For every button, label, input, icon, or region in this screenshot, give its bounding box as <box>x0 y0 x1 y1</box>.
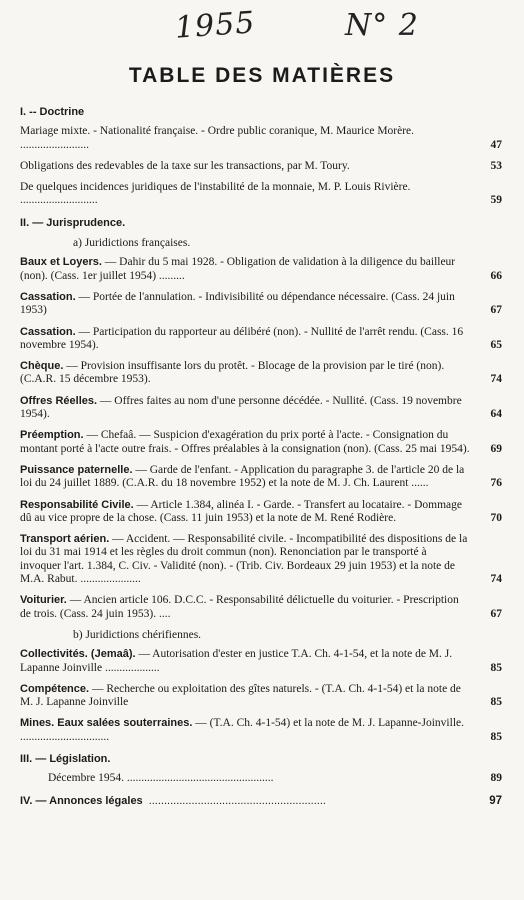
page-number: 97 <box>489 794 502 807</box>
toc-entry-text <box>20 648 470 675</box>
toc-entry-text <box>20 395 470 422</box>
toc-entry-heading: Puissance paternelle. <box>20 463 133 476</box>
page-number: 76 <box>490 477 502 490</box>
toc-entry <box>20 395 502 422</box>
toc-entry-heading: Compétence. <box>20 682 90 695</box>
page-number: 74 <box>490 573 502 586</box>
toc-entry-description: Obligations des redevables de la taxe sur les transactions, par M. Toury. <box>20 159 350 172</box>
toc-entry-text <box>20 125 470 152</box>
toc-entry-text <box>20 594 470 621</box>
page-number: 65 <box>490 338 502 351</box>
toc-entry-heading: Responsabilité Civile. <box>20 498 134 511</box>
toc-entry-description: — Provision insuffisante lors du protêt. - Blocage de la provision par le tiré (non). (C.A.R. 15 décembre 1953). <box>20 360 445 386</box>
section-heading-label: II. — Jurisprudence. <box>20 216 126 229</box>
page-number: 59 <box>490 194 502 207</box>
page-number: 70 <box>490 511 502 524</box>
table-of-contents <box>20 106 502 814</box>
page-number: 85 <box>490 661 502 674</box>
page-number: 67 <box>490 607 502 620</box>
toc-entry-text <box>20 326 470 353</box>
handwritten-year: 1955 <box>173 5 257 46</box>
page-number: 47 <box>490 138 502 151</box>
toc-entry <box>20 594 502 621</box>
toc-entry-description: — Ancien article 106. D.C.C. - Responsabilité délictuelle du voiturier. - Prescription de trois. (Cass. 24 juin 1953). .... <box>20 594 459 620</box>
toc-entry <box>20 499 502 526</box>
toc-entry-heading: Baux et Loyers. <box>20 256 102 269</box>
page-number: 69 <box>490 442 502 455</box>
page-title: TABLE DES MATIÈRES <box>128 64 396 87</box>
toc-entry-text <box>20 464 470 491</box>
toc-entry-heading: Cassation. <box>20 290 76 303</box>
toc-entry-description: — Portée de l'annulation. - Indivisibilité ou dépendance nécessaire. (Cass. 24 juin 1953) <box>20 290 455 317</box>
toc-entry-description: Mariage mixte. - Nationalité française. - Ordre public coranique, M. Maurice Morère. ........................ <box>20 125 415 151</box>
toc-entry-text <box>20 160 470 173</box>
toc-entry <box>20 125 502 152</box>
toc-entry-description: — Article 1.384, alinéa I. - Garde. - Transfert au locataire. - Dommage dû au vice propre de la chose. (Cass. 11 juin 1953) et la note de M. René Rodière. <box>20 498 462 524</box>
toc-entry-description: — (T.A. Ch. 4-1-54) et la note de M. J. Lapanne-Joinville. ............................... <box>20 717 464 743</box>
toc-entry-description: — Garde de l'enfant. - Application du paragraphe 3. de l'article 20 de la loi du 24 juillet 1889. (C.A.R. du 18 novembre 1952) et la note de M. J. Ch. Laurent ...... <box>20 463 465 490</box>
toc-entry-text <box>20 533 470 586</box>
toc-entry-text <box>20 499 470 526</box>
toc-entry <box>20 772 502 785</box>
toc-entry-description: — Chefaâ. — Suspicion d'exagération du prix porté à l'acte. - Consignation du montant porté à l'acte outre frais. - Offres préalables à la consignation (non). (Cass. 25 mai 1954). <box>20 429 470 455</box>
toc-entry-text <box>20 256 470 283</box>
section-heading <box>20 106 502 119</box>
section-heading-label: IV. — Annonces légales <box>20 794 143 807</box>
page-number: 66 <box>490 269 502 282</box>
toc-entry <box>20 181 502 208</box>
toc-entry-text <box>48 772 470 785</box>
toc-entry <box>20 464 502 491</box>
toc-entry-description: — Offres faites au nom d'une personne décédée. - Nullité. (Cass. 19 novembre 1954). <box>20 394 462 421</box>
page-number: 74 <box>490 373 502 386</box>
toc-entry-heading: Offres Réelles. <box>20 394 98 407</box>
toc-entry <box>20 291 502 318</box>
handwritten-number: N° 2 <box>345 8 419 43</box>
toc-entry <box>20 326 502 353</box>
toc-entry-heading: Cassation. <box>20 325 76 338</box>
toc-entry-description: — Accident. — Responsabilité civile. - Incompatibilité des dispositions de la loi du 31 mai 1914 et les règles du droit commun (non). Renonciation par le transporté à invoquer l'art. 1.384, C. Civ. - Validité (non). - (Trib. Civ. Bordeaux 29 juin 1953) et la note de M.A. Rabut. ..................... <box>20 533 468 586</box>
section-heading <box>20 795 502 808</box>
section-heading <box>20 753 502 766</box>
toc-entry-text <box>20 683 470 710</box>
section-heading-label: III. — Législation. <box>20 752 111 765</box>
toc-entry-heading: Transport aérien. <box>20 533 110 546</box>
subsection-label: b) Juridictions chérifiennes. <box>73 628 202 641</box>
toc-entry-description: — Autorisation d'ester en justice T.A. Ch. 4-1-54, et la note de M. J. Lapanne Joinville ................... <box>20 648 453 674</box>
section-heading-label: I. -- Doctrine <box>20 106 85 118</box>
toc-entry-text <box>20 181 470 208</box>
toc-entry <box>20 648 502 675</box>
toc-entry <box>20 429 502 456</box>
toc-entry-description: — Dahir du 5 mai 1928. - Obligation de validation à la diligence du bailleur (non). (Cass. 1er juillet 1954) ......... <box>20 256 456 282</box>
toc-entry-heading: Collectivités. (Jemaâ). <box>20 648 136 661</box>
toc-entry-text <box>20 429 470 456</box>
toc-entry <box>20 256 502 283</box>
toc-entry-heading: Préemption. <box>20 429 84 442</box>
toc-entry-description: De quelques incidences juridiques de l'instabilité de la monnaie, M. P. Louis Rivière. ........................... <box>20 181 411 207</box>
toc-entry <box>20 160 502 173</box>
page-number: 89 <box>490 772 502 785</box>
toc-entry-heading: Voiturier. <box>20 594 67 607</box>
toc-entry-description: Décembre 1954. ................................................... <box>48 772 274 785</box>
toc-entry-description: — Participation du rapporteur au délibéré (non). - Nullité de l'arrêt rendu. (Cass. 16 novembre 1954). <box>20 325 464 351</box>
toc-entry <box>20 533 502 586</box>
subsection-label: a) Juridictions françaises. <box>73 237 191 250</box>
toc-entry-text <box>20 360 470 387</box>
page-number: 85 <box>490 730 502 743</box>
toc-entry-text <box>20 717 470 744</box>
page-number: 64 <box>490 408 502 421</box>
page-number: 67 <box>490 304 502 317</box>
toc-entry-description: — Recherche ou exploitation des gîtes naturels. - (T.A. Ch. 4-1-54) et la note de M. J. Lapanne Joinville <box>20 682 461 709</box>
toc-entry-heading: Mines. Eaux salées souterraines. <box>20 717 193 730</box>
toc-entry <box>20 683 502 710</box>
page-number: 85 <box>490 696 502 709</box>
leader-dots: .......................................................... <box>148 794 326 807</box>
section-heading <box>20 217 502 230</box>
toc-entry <box>20 360 502 387</box>
toc-entry-heading: Chèque. <box>20 360 64 373</box>
toc-entry-text <box>20 291 470 318</box>
toc-entry <box>20 717 502 744</box>
page-number: 53 <box>490 159 502 172</box>
